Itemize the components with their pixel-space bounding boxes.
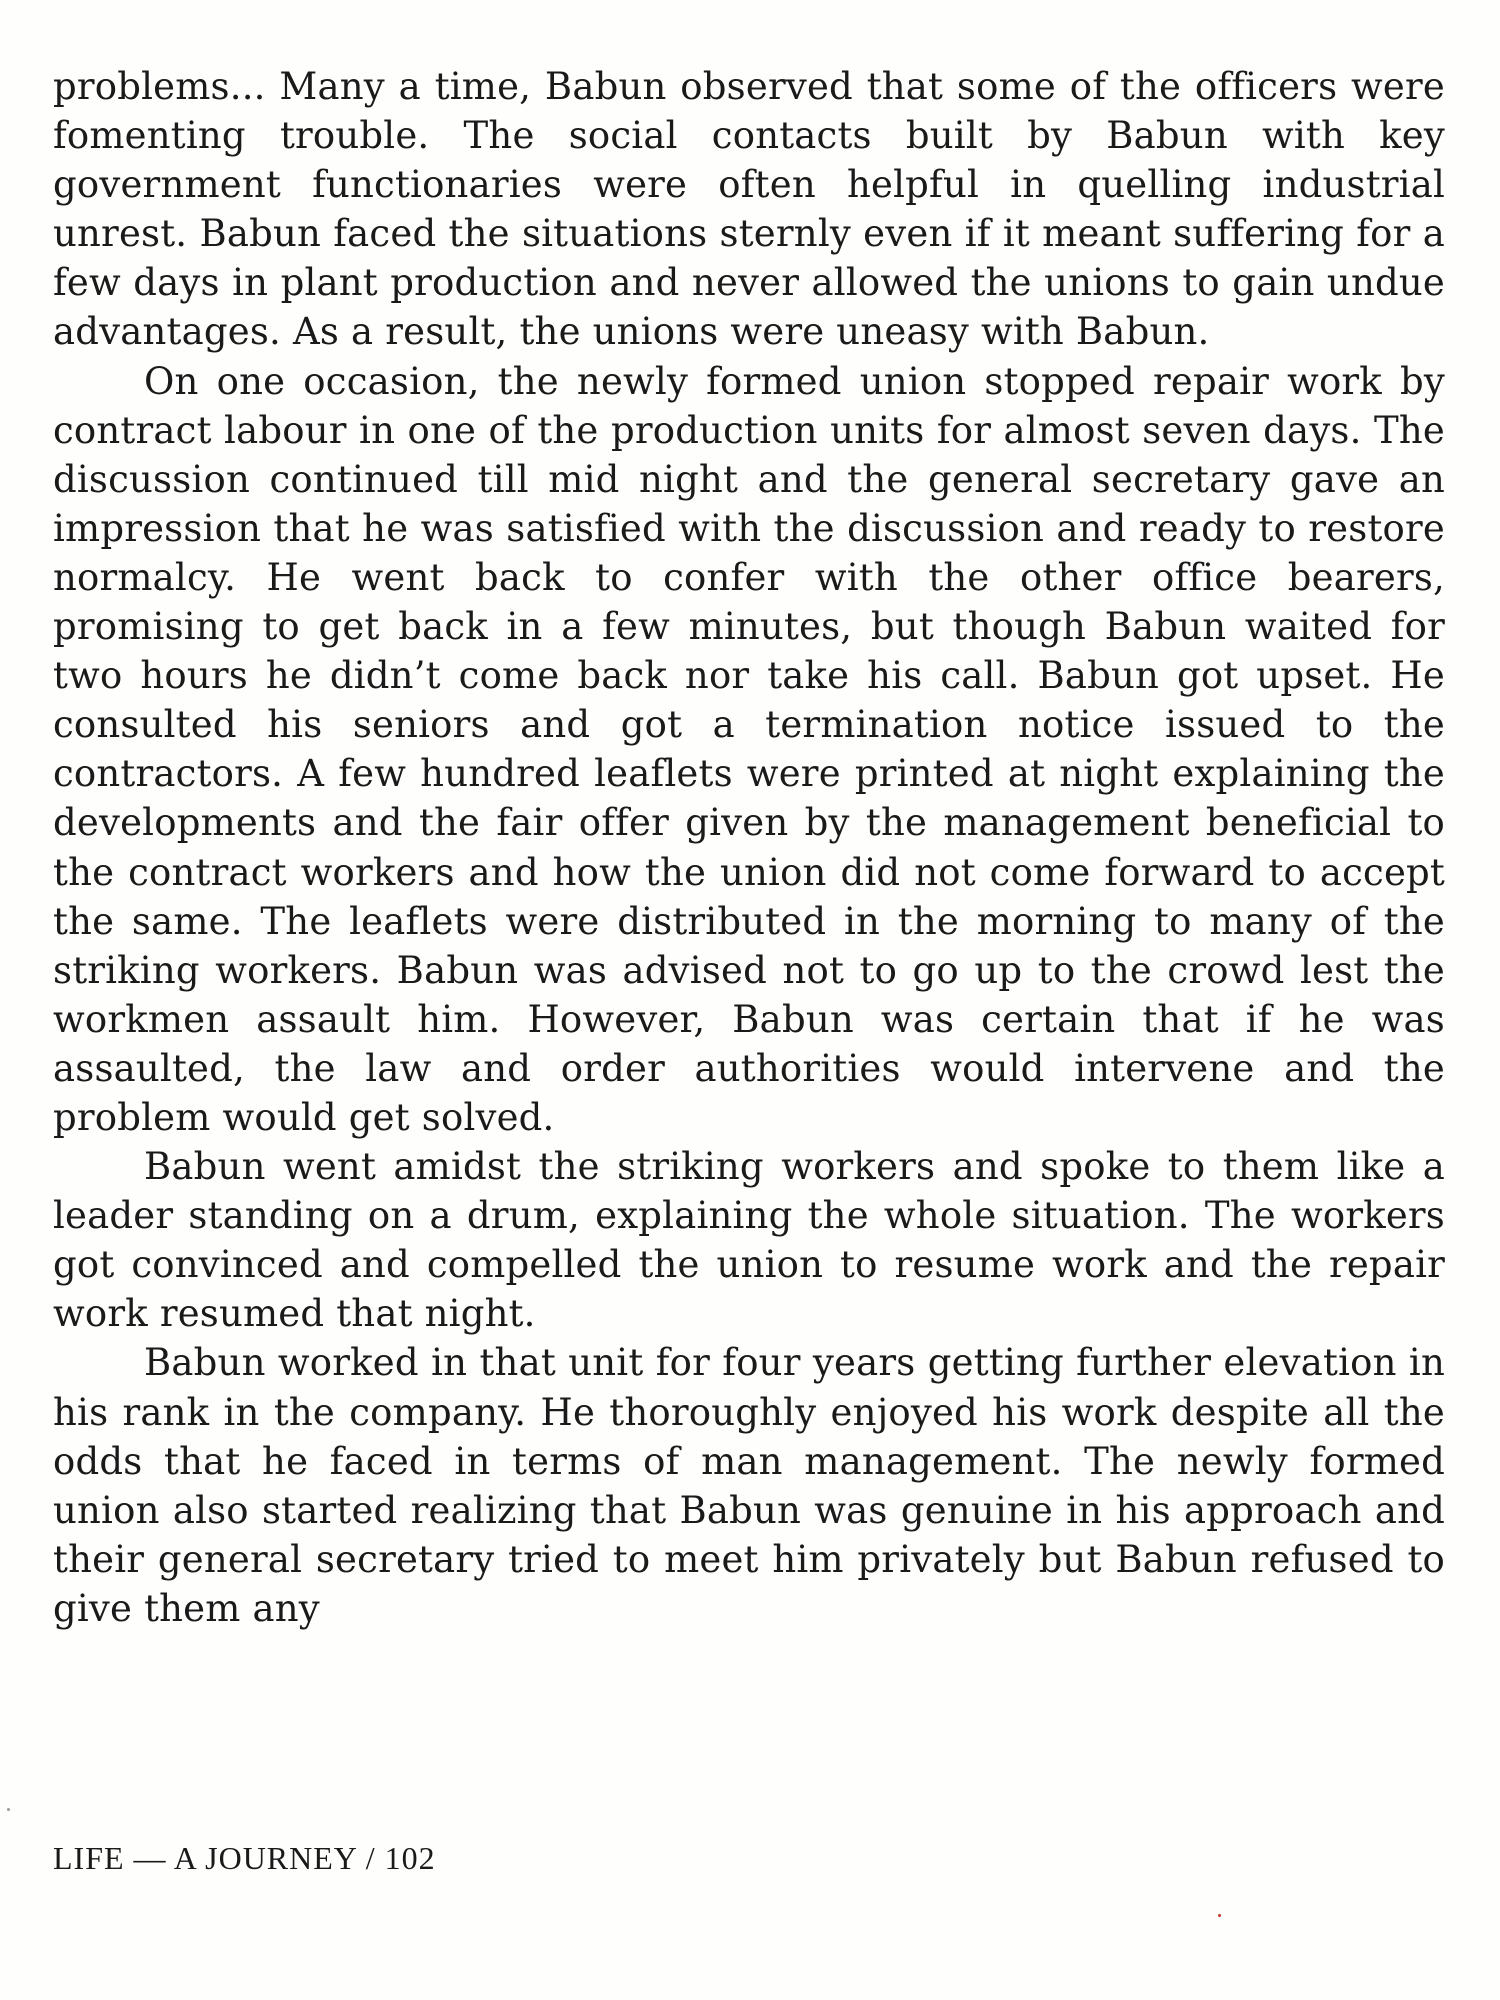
ink-speck-right [1218, 1914, 1221, 1917]
paragraph-union-problems: problems... Many a time, Babun observed that some of the officers were fomenting trouble. The social contacts built by Babun with key government functionaries were often helpful in quelling industrial unrest. Babun faced the situations sternly even if it meant suffering for a few days in plant production and never allowed the unions to gain undue advantages. As a result, the unions were uneasy with Babun. [53, 65, 1445, 354]
running-footer: LIFE — A JOURNEY / 102 [53, 1840, 436, 1876]
paragraph-repair-work-strike: On one occasion, the newly formed union stopped repair work by contract labour in one of the production units for almost seven days. The discussion continued till mid night and the general secretary gave an impression that he was satisfied with the discussion and ready to restore normalcy. He went back to confer with the other office bearers, promising to get back in a few minutes, but though Babun waited for two hours he didn’t come back nor take his call. Babun got upset. He consulted his seniors and got a termination notice issued to the contractors. A few hundred leaflets were printed at night explaining the developments and the fair offer given by the management beneficial to the contract workers and how the union did not come forward to accept the same. The leaflets were distributed in the morning to many of the striking workers. Babun was advised not to go up to the crowd lest the workmen assault him. However, Babun was certain that if he was assaulted, the law and order authorities would intervene and the problem would get solved. [53, 359, 1445, 1139]
ink-speck-left [7, 1808, 10, 1811]
body-text [53, 62, 1445, 1633]
paragraph-four-years-in-unit: Babun worked in that unit for four years getting further elevation in his rank in the company. He thoroughly enjoyed his work despite all the odds that he faced in terms of man management. The newly formed union also started realizing that Babun was genuine in his approach and their general secretary tried to meet him privately but Babun refused to give them any [53, 1341, 1445, 1630]
paragraph-speech-to-workers: Babun went amidst the striking workers and spoke to them like a leader standing on a drum, explaining the whole situation. The workers got convinced and compelled the union to resume work and the repair work resumed that night. [53, 1145, 1445, 1336]
